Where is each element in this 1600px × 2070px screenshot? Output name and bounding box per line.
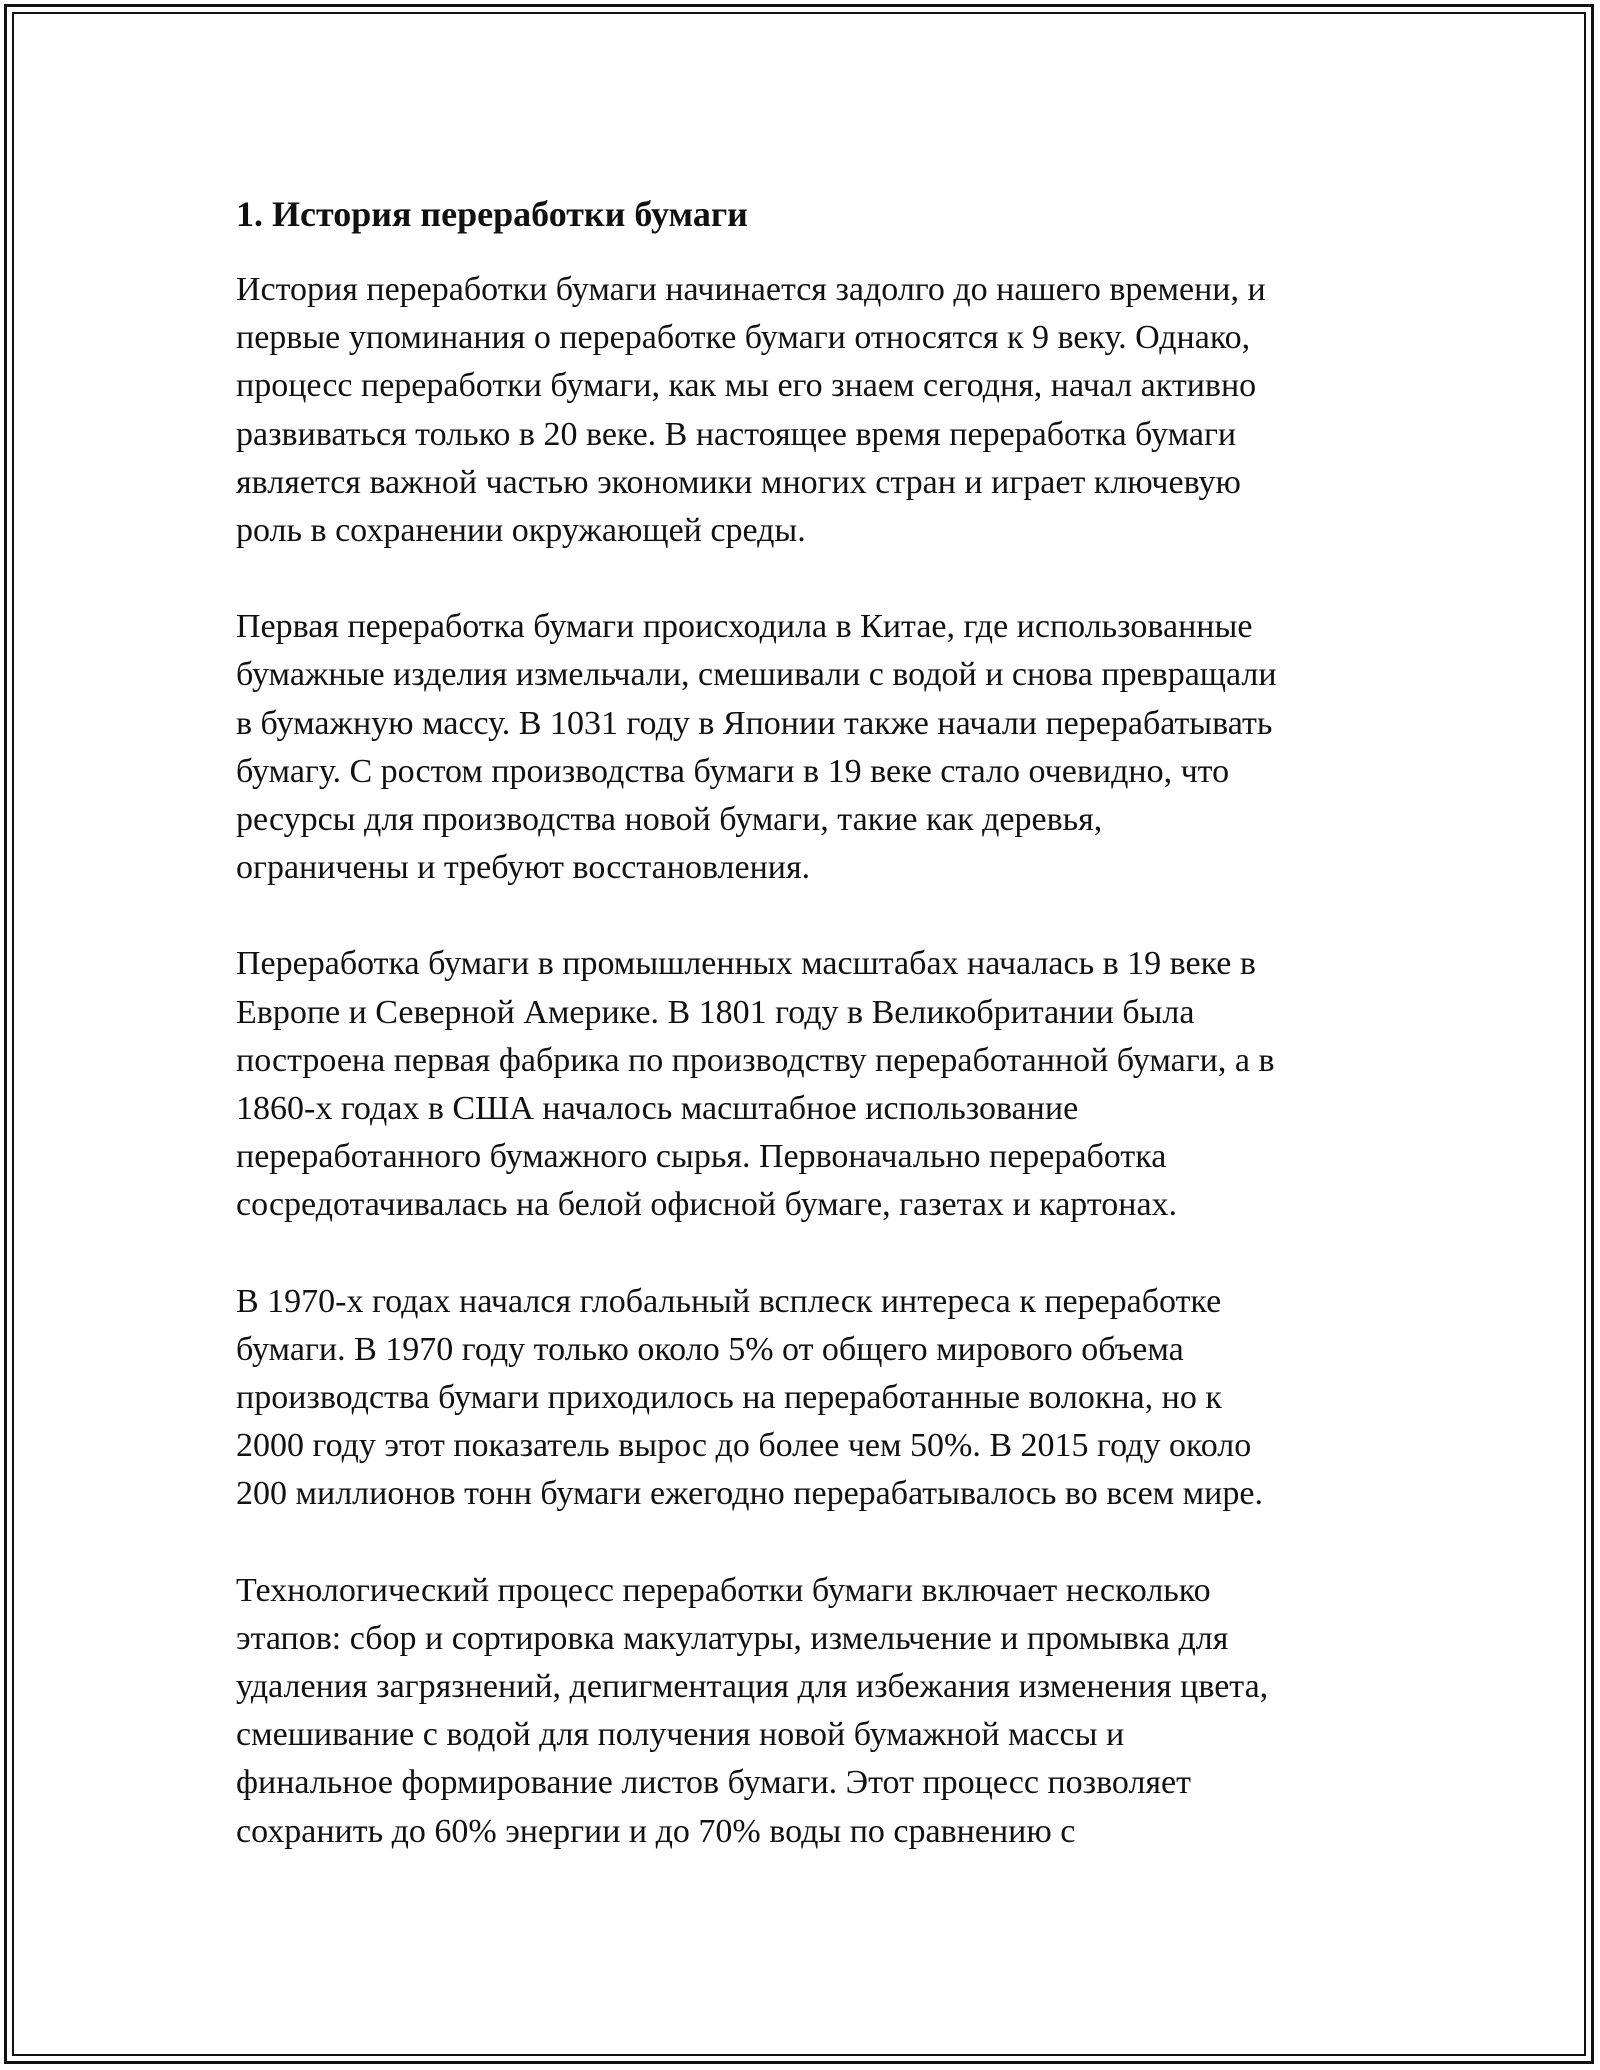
text-line: переработанного бумажного сырья. Первоначально переработка	[236, 1138, 1167, 1176]
paragraph-3	[236, 940, 1396, 1229]
text-line: сохранить до 60% энергии и до 70% воды по сравнению с	[236, 1812, 1076, 1850]
text-line: Технологический процесс переработки бумаги включает несколько	[236, 1571, 1211, 1609]
text-line: бумажные изделия измельчали, смешивали с водой и снова превращали	[236, 656, 1277, 694]
section-heading: 1. История переработки бумаги	[236, 194, 748, 234]
text-line: роль в сохранении окружающей среды.	[236, 512, 806, 550]
text-line: этапов: сбор и сортировка макулатуры, измельчение и промывка для	[236, 1619, 1229, 1657]
text-line: История переработки бумаги начинается задолго до нашего времени, и	[236, 271, 1266, 308]
text-line: В 1970-х годах начался глобальный всплеск интереса к переработке	[236, 1282, 1222, 1320]
text-line: производства бумаги приходилось на переработанные волокна, но к	[236, 1379, 1222, 1417]
text-line: 200 миллионов тонн бумаги ежегодно перерабатывалось во всем мире.	[236, 1475, 1263, 1513]
text-line: Первая переработка бумаги происходила в Китае, где использованные	[236, 608, 1253, 646]
text-line: первые упоминания о переработке бумаги относятся к 9 веку. Однако,	[236, 319, 1251, 357]
text-line: смешивание с водой для получения новой бумажной массы и	[236, 1716, 1125, 1754]
paragraph-1	[236, 266, 1396, 555]
text-line: бумаги. В 1970 году только около 5% от общего мирового объема	[236, 1330, 1184, 1368]
paragraph-5	[236, 1567, 1396, 1856]
text-line: удаления загрязнений, депигментация для избежания изменения цвета,	[236, 1668, 1269, 1706]
text-line: построена первая фабрика по производству переработанной бумаги, а в	[236, 1041, 1275, 1079]
paragraph-4	[236, 1278, 1396, 1519]
text-line: Европе и Северной Америке. В 1801 году в Великобритании была	[236, 993, 1195, 1031]
text-line: развиваться только в 20 веке. В настоящее время переработка бумаги	[236, 415, 1237, 453]
text-line: в бумажную массу. В 1031 году в Японии также начали перерабатывать	[236, 704, 1273, 742]
text-line: 2000 году этот показатель вырос до более чем 50%. В 2015 году около	[236, 1427, 1252, 1465]
paragraph-2	[236, 603, 1396, 892]
text-line: Переработка бумаги в промышленных масштабах началась в 19 веке в	[236, 945, 1256, 983]
document-content	[236, 186, 1396, 1856]
text-line: ресурсы для производства новой бумаги, такие как деревья,	[236, 801, 1103, 839]
text-line: ограничены и требуют восстановления.	[236, 849, 811, 887]
text-line: бумагу. С ростом производства бумаги в 19 веке стало очевидно, что	[236, 752, 1230, 790]
text-line: процесс переработки бумаги, как мы его знаем сегодня, начал активно	[236, 367, 1257, 405]
text-line: 1860-х годах в США началось масштабное использование	[236, 1090, 1079, 1128]
text-line: финальное формирование листов бумаги. Этот процесс позволяет	[236, 1764, 1192, 1802]
text-line: сосредотачивалась на белой офисной бумаге, газетах и картонах.	[236, 1186, 1178, 1224]
text-line: является важной частью экономики многих стран и играет ключевую	[236, 463, 1241, 501]
